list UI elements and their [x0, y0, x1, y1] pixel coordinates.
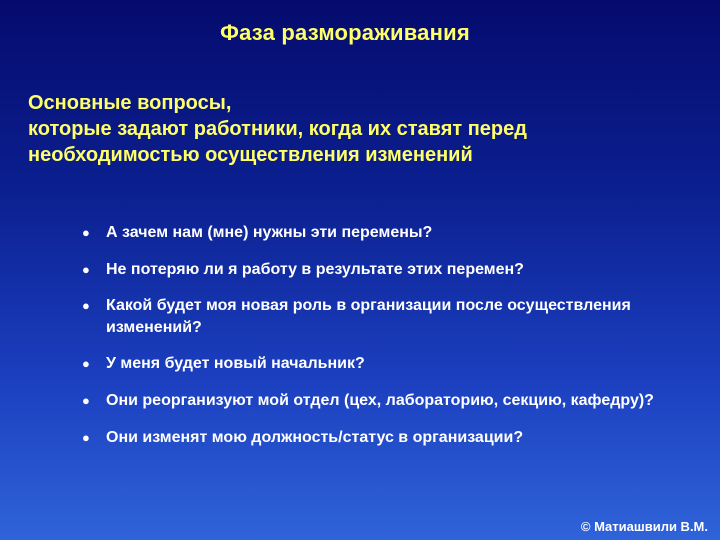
bullet-dot-icon: ●	[82, 298, 90, 314]
subtitle-line: Основные вопросы,	[28, 92, 232, 114]
bullet-item	[82, 353, 702, 375]
bullet-item	[82, 390, 702, 412]
bullet-text: Они реорганизуют мой отдел (цех, лабораторию, секцию, кафедру)?	[106, 391, 654, 409]
subtitle-line: которые задают работники, когда их ставят перед	[28, 118, 527, 140]
bullet-dot-icon: ●	[82, 392, 90, 408]
bullet-dot-icon: ●	[82, 429, 90, 445]
bullet-item	[82, 259, 702, 281]
bullet-text: А зачем нам (мне) нужны эти перемены?	[106, 224, 433, 241]
subtitle-line: необходимостью осуществления изменений	[28, 144, 473, 166]
slide-title: Фаза размораживания	[220, 20, 470, 45]
bullet-text: Они изменят мою должность/статус в организации?	[106, 428, 524, 446]
slide-subtitle	[28, 90, 698, 168]
bullet-item	[82, 427, 702, 449]
bullet-item	[82, 295, 702, 338]
bullet-text: Не потеряю ли я работу в результате этих перемен?	[106, 260, 524, 278]
bullet-text: У меня будет новый начальник?	[106, 355, 365, 373]
bullet-item	[82, 222, 702, 244]
bullet-dot-icon: ●	[82, 225, 90, 240]
bullet-list	[82, 222, 702, 463]
copyright-notice: © Матиашвили В.М.	[580, 519, 708, 534]
bullet-dot-icon: ●	[82, 261, 90, 277]
bullet-dot-icon: ●	[82, 356, 90, 372]
bullet-text: Какой будет моя новая роль в организации после осуществления изменений?	[106, 297, 631, 336]
